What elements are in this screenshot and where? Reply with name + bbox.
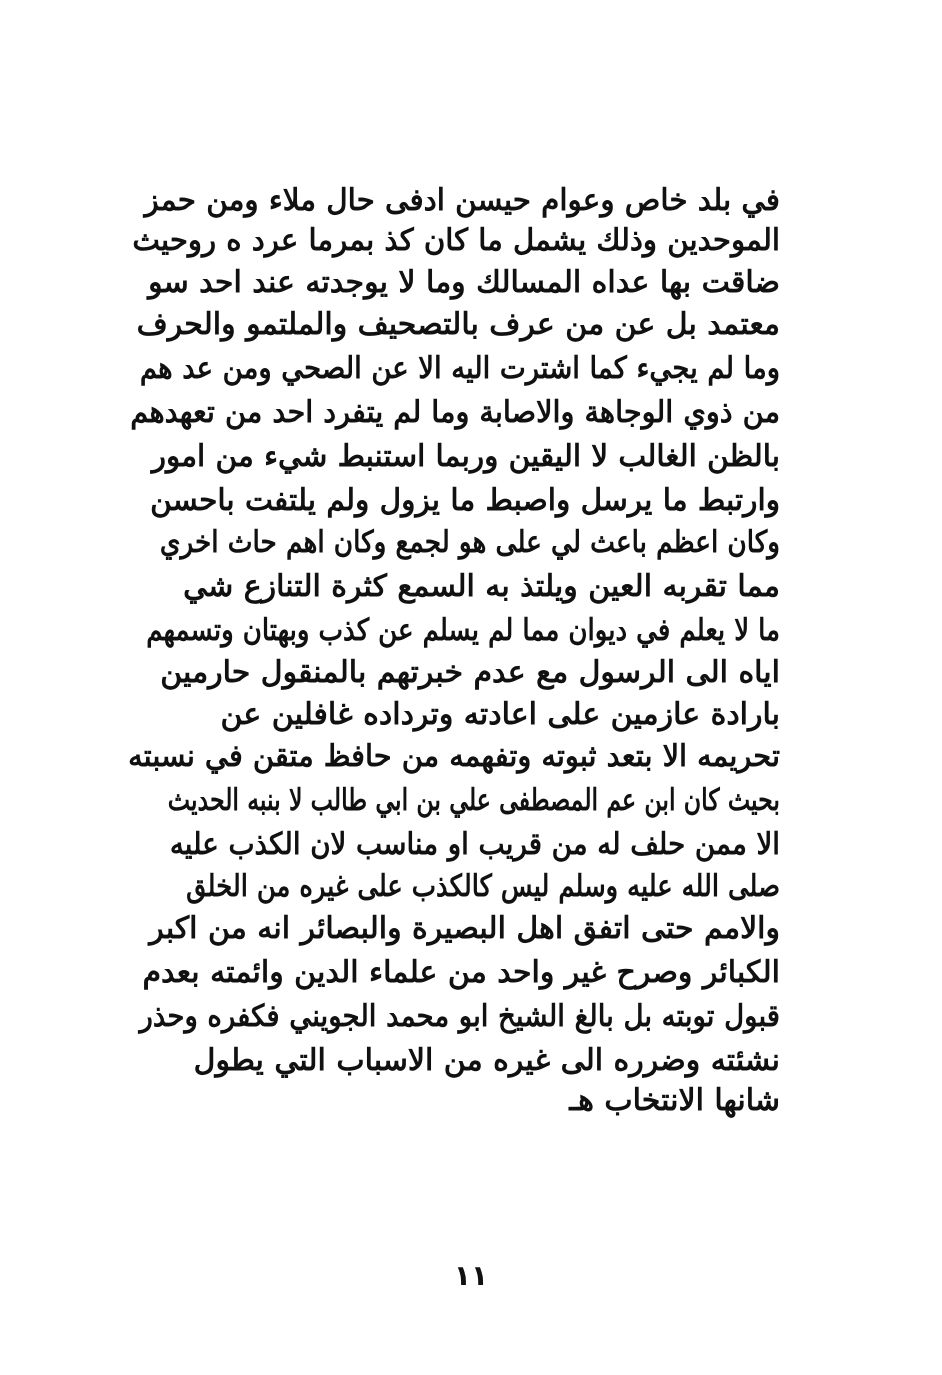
manuscript-line-1: في بلد خاص وعوام حيسن ادفى حال ملاء ومن حمز xyxy=(144,183,781,218)
manuscript-line-8: وارتبط ما يرسل واصبط ما يزول ولم يلتفت باحسن xyxy=(150,483,780,518)
manuscript-line-6: من ذوي الوجاهة والاصابة وما لم يتفرد احد من تعهدهم xyxy=(130,395,780,430)
manuscript-line-20: قبول توبته بل بالغ الشيخ ابو محمد الجويني فكفره وحذر xyxy=(139,999,780,1034)
manuscript-line-11: ما لا يعلم في ديوان مما لم يسلم عن كذب وبهتان وتسمهم xyxy=(146,613,780,648)
manuscript-line-7: بالظن الغالب لا اليقين وربما استنبط شيء من امور xyxy=(151,439,781,474)
manuscript-line-4: معتمد بل عن من عرف بالتصحيف والملتمو والحرف xyxy=(136,307,780,342)
manuscript-line-21: نشئته وضرره الى غيره من الاسباب التي يطول xyxy=(193,1043,780,1078)
manuscript-line-10: مما تقربه العين ويلتذ به السمع كثرة التنازع شي xyxy=(183,569,780,604)
manuscript-line-13: بارادة عازمين على اعادته وترداده غافلين عن xyxy=(220,697,780,732)
manuscript-line-2: الموحدين وذلك يشمل ما كان كذ بمرما عرد ه روحيث xyxy=(132,223,780,258)
manuscript-line-17: صلى الله عليه وسلم ليس كالكذب على غيره من الخلق xyxy=(186,869,780,904)
manuscript-line-18: والامم حتى اتفق اهل البصيرة والبصائر انه من اكبر xyxy=(149,911,780,946)
manuscript-line-16: الا ممن حلف له من قريب او مناسب لان الكذب عليه xyxy=(169,827,780,862)
manuscript-line-9: وكان اعظم باعث لي على هو لجمع وكان اهم حاث اخري xyxy=(159,525,781,560)
manuscript-line-3: ضاقت بها عداه المسالك وما لا يوجدته عند احد سو xyxy=(148,265,780,300)
page-number: ١١ xyxy=(453,1259,489,1292)
manuscript-line-14: تحريمه الا بتعد ثبوته وتفهمه من حافظ متقن في نسبته xyxy=(128,739,781,774)
manuscript-line-5: وما لم يجيء كما اشترت اليه الا عن الصحي ومن عد هم xyxy=(139,351,780,386)
manuscript-line-12: اياه الى الرسول مع عدم خبرتهم بالمنقول حارمين xyxy=(160,655,780,690)
manuscript-text-block xyxy=(128,180,781,1118)
manuscript-line-22: شانها الانتخاب هـ xyxy=(569,1083,780,1118)
manuscript-line-19: الكبائر وصرح غير واحد من علماء الدين وائمته بعدم xyxy=(142,955,780,990)
manuscript-line-15: بحيث كان ابن عم المصطفى علي بن ابي طالب لا بنبه الحديث xyxy=(167,783,780,818)
